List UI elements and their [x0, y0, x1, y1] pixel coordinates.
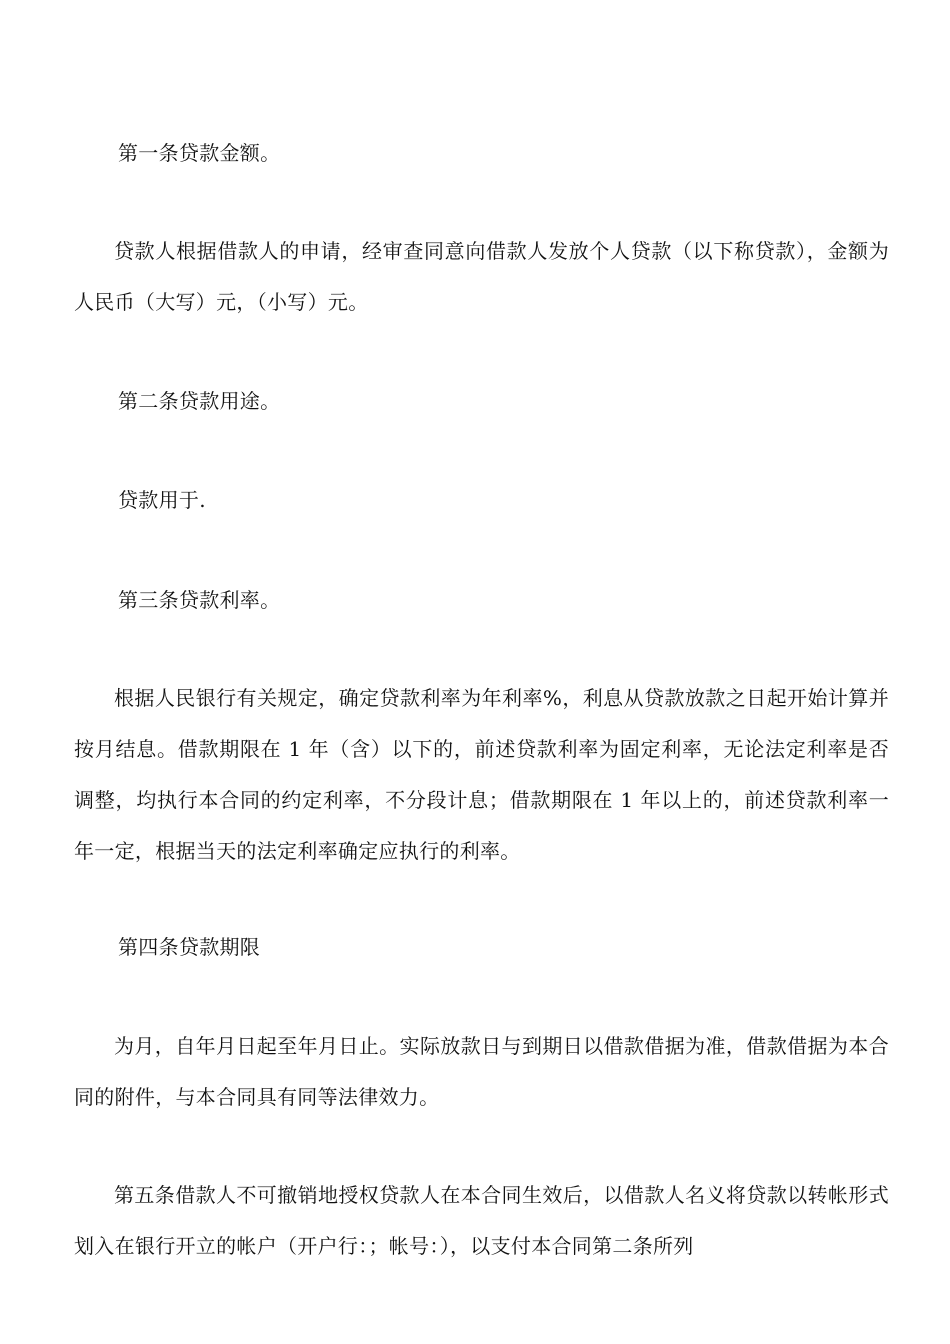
article-2-body: 贷款用于. — [118, 488, 206, 512]
article-4-body: 为月，自年月日起至年月日止。实际放款日与到期日以借款借据为准，借款借据为本合同的附件，与本合同具有同等法律效力。 — [74, 1034, 889, 1109]
article-1-body: 贷款人根据借款人的申请，经审查同意向借款人发放个人贷款（以下称贷款），金额为人民币（大写）元，（小写）元。 — [74, 239, 889, 314]
article-5-body: 第五条借款人不可撤销地授权贷款人在本合同生效后，以借款人名义将贷款以转帐形式划入在银行开立的帐户（开户行：；帐号：），以支付本合同第二条所列 — [74, 1183, 889, 1258]
article-4-heading: 第四条贷款期限 — [118, 935, 261, 959]
article-1-heading: 第一条贷款金额。 — [118, 141, 281, 165]
article-3-body: 根据人民银行有关规定，确定贷款利率为年利率%，利息从贷款放款之日起开始计算并按月结息。借款期限在 1 年（含）以下的，前述贷款利率为固定利率，无论法定利率是否调整，均执行本合同的约定利率，不分段计息；借款期限在 1 年以上的，前述贷款利率一年一定，根据当天的法定利率确定应执行的利率。 — [74, 686, 889, 863]
article-3-heading: 第三条贷款利率。 — [118, 588, 281, 612]
article-2-heading: 第二条贷款用途。 — [118, 389, 281, 413]
